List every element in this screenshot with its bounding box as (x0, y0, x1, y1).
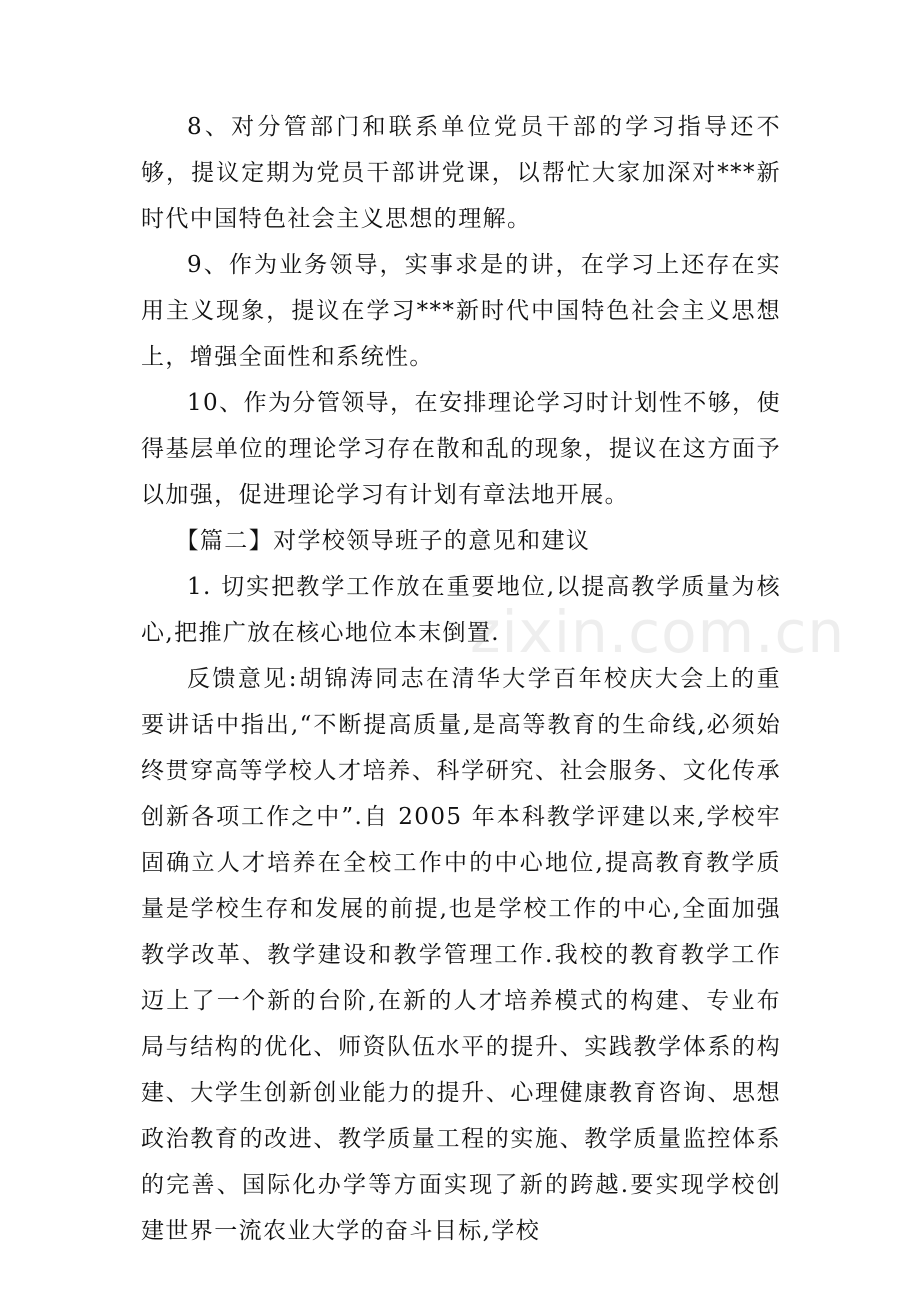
watermark-text: zixin.com.cn (470, 598, 846, 666)
document-body (141, 104, 781, 1254)
paragraph-item-8: 8、对分管部门和联系单位党员干部的学习指导还不够，提议定期为党员干部讲党课，以帮忙大家加深对***新时代中国特色社会主义思想的理解。 (141, 114, 781, 232)
section-heading: 【篇二】对学校领导班子的意见和建议 (175, 528, 591, 554)
feedback-paragraph: 反馈意见:胡锦涛同志在清华大学百年校庆大会上的重要讲话中指出,“不断提高质量,是高等教育的生命线,必须始终贯穿高等学校人才培养、科学研究、社会服务、文化传承创新各项工作之中”.自 2005 年本科教学评建以来,学校牢固确立人才培养在全校工作中的中心地位,提高教育教学质量是学校生存和发展的前提,也是学校工作的中心,全面加强教学改革、教学建设和教学管理工作.我校的教育教学工作迈上了一个新的台阶,在新的人才培养模式的构建、专业布局与结构的优化、师资队伍水平的提升、实践教学体系的构建、大学生创新创业能力的提升、心理健康教育咨询、思想政治教育的改进、教学质量工程的实施、教学质量监控体系的完善、国际化办学等方面实现了新的跨越.要实现学校创建世界一流农业大学的奋斗目标,学校 (141, 666, 781, 1244)
paragraph-item-9: 9、作为业务领导，实事求是的讲，在学习上还存在实用主义现象，提议在学习***新时代中国特色社会主义思想上，增强全面性和系统性。 (141, 252, 781, 370)
section-paragraph-1: 1. 切实把教学工作放在重要地位,以提高教学质量为核心,把推广放在核心地位本末倒置. (141, 574, 781, 646)
paragraph-item-10: 10、作为分管领导，在安排理论学习时计划性不够，使得基层单位的理论学习存在散和乱的现象，提议在这方面予以加强，促进理论学习有计划有章法地开展。 (141, 390, 781, 508)
